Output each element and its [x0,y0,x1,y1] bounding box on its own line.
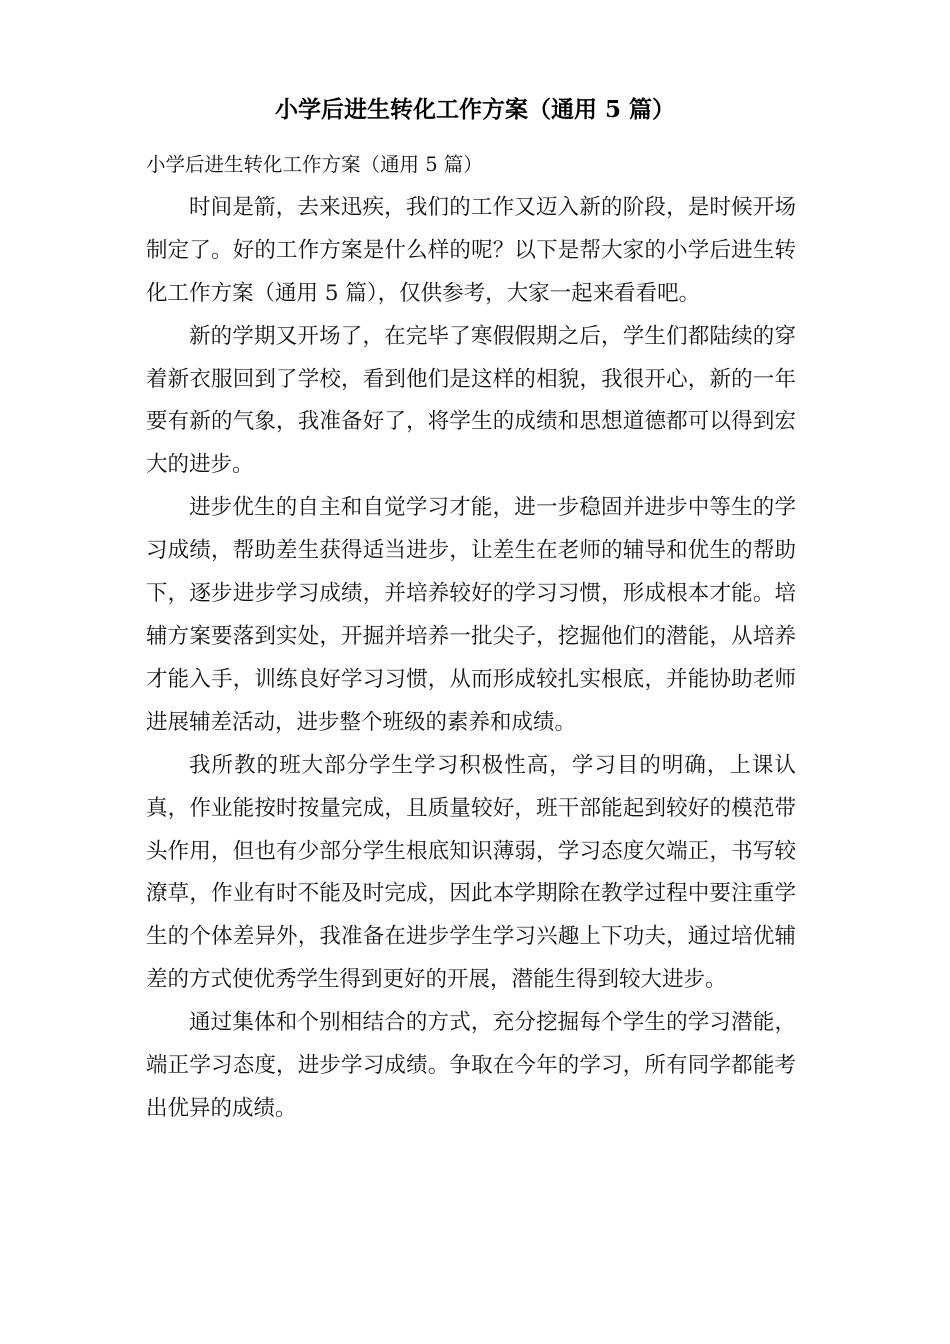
document-body [146,144,796,1131]
paragraph-intro: 时间是箭，去来迅疾，我们的工作又迈入新的阶段，是时候开场制定了。好的工作方案是什么样的呢？以下是帮大家的小学后进生转化工作方案（通用 5 篇），仅供参考，大家一起来看看吧。 [146,194,796,306]
paragraph-goals: 进步优生的自主和自觉学习才能，进一步稳固并进步中等生的学习成绩，帮助差生获得适当进步，让差生在老师的辅导和优生的帮助下，逐步进步学习成绩，并培养较好的学习习惯，形成根本才能。培辅方案要落到实处，开掘并培养一批尖子，挖掘他们的潜能，从培养才能入手，训练良好学习习惯，从而形成较扎实根底，并能协助老师进展辅差活动，进步整个班级的素养和成绩。 [146,495,796,735]
document-title: 小学后进生转化工作方案（通用 5 篇） [274,96,676,123]
paragraph-methods: 通过集体和个别相结合的方式，充分挖掘每个学生的学习潜能，端正学习态度，进步学习成绩。争取在今年的学习，所有同学都能考出优异的成绩。 [146,1010,796,1121]
paragraph-class-situation: 我所教的班大部分学生学习积极性高，学习目的明确，上课认真，作业能按时按量完成，且质量较好，班干部能起到较好的模范带头作用，但也有少部分学生根底知识薄弱，学习态度欠端正，书写较潦草，作业有时不能及时完成，因此本学期除在教学过程中要注重学生的个体差异外，我准备在进步学生学习兴趣上下功夫，通过培优辅差的方式使优秀学生得到更好的开展，潜能生得到较大进步。 [146,752,796,993]
document-subtitle: 小学后进生转化工作方案（通用 5 篇） [146,153,483,176]
paragraph-new-semester: 新的学期又开场了，在完毕了寒假假期之后，学生们都陆续的穿着新衣服回到了学校，看到他们是这样的相貌，我很开心，新的一年要有新的气象，我准备好了，将学生的成绩和思想道德都可以得到宏大的进步。 [146,323,796,478]
